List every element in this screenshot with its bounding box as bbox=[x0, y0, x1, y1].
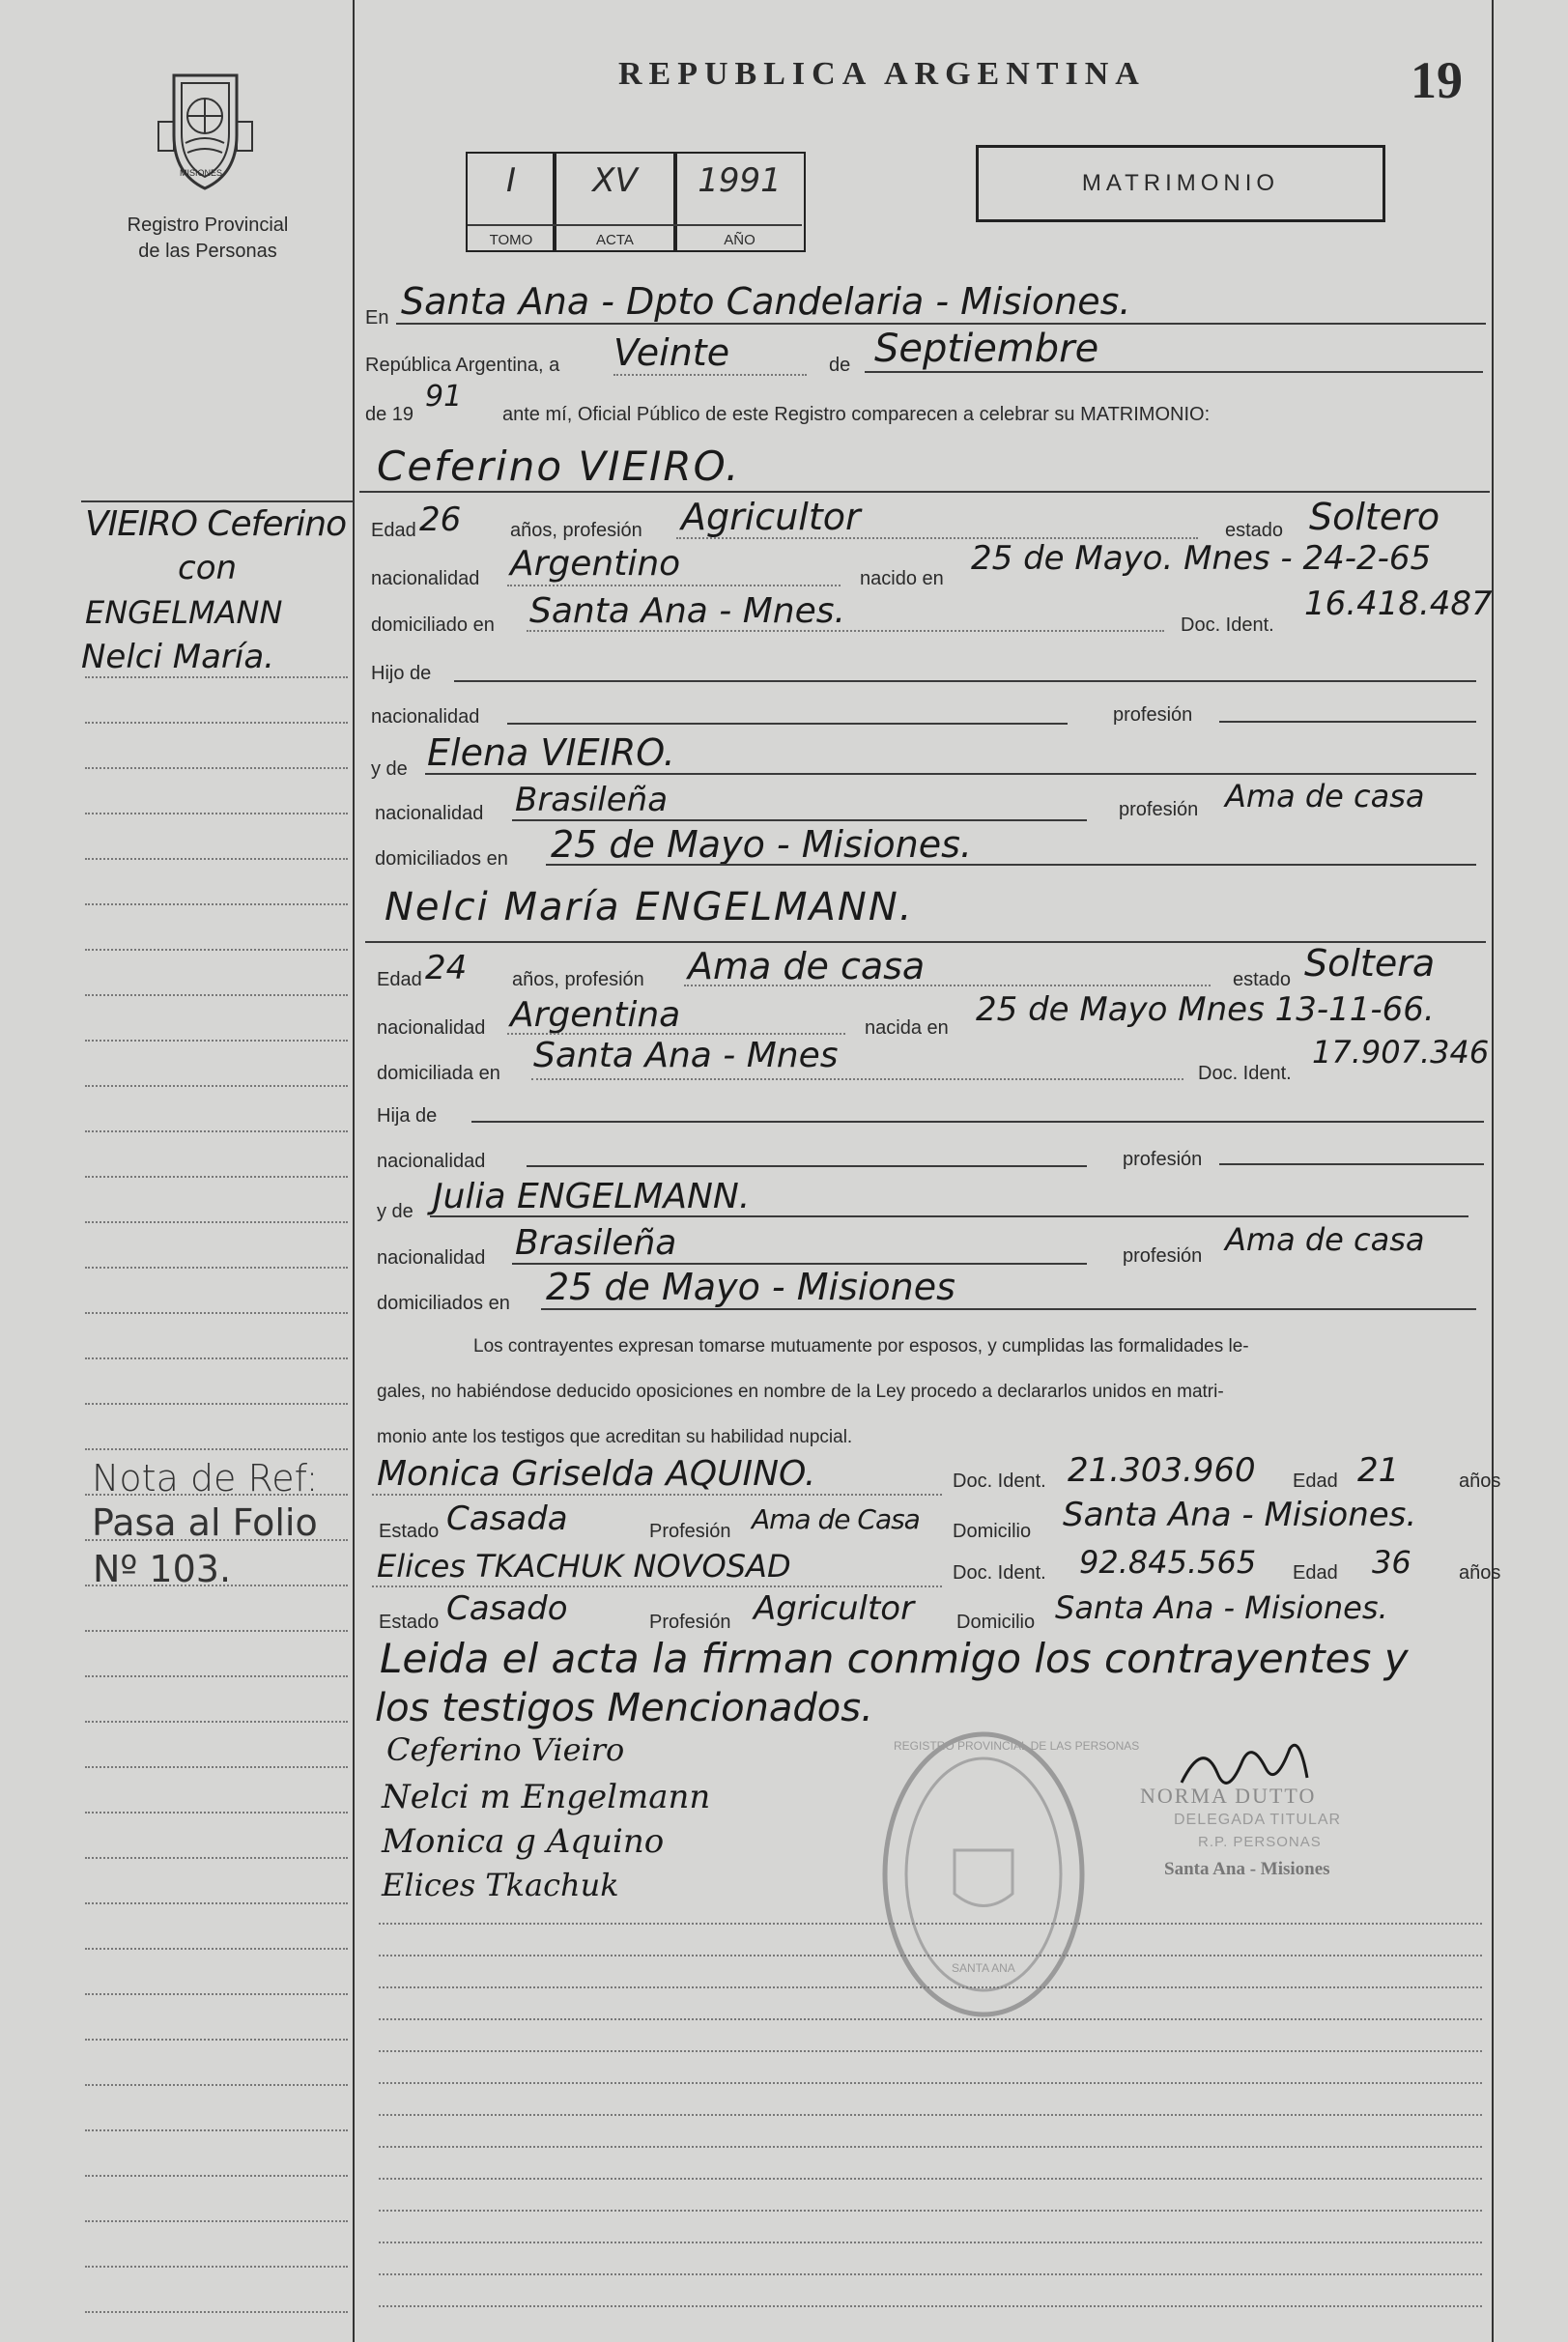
margin-ruled-line bbox=[85, 2039, 348, 2041]
acta-cell bbox=[553, 152, 677, 252]
witness2-id-number: 92.845.565 bbox=[1079, 1544, 1257, 1581]
marriage-month: Septiembre bbox=[874, 327, 1099, 371]
margin-ruled-line bbox=[85, 903, 348, 905]
margin-note-line2: Pasa al Folio bbox=[92, 1501, 318, 1544]
margin-ruled-line bbox=[85, 1312, 348, 1314]
margin-ruled-line bbox=[85, 1448, 348, 1450]
witness2-prof-label: Profesión bbox=[649, 1612, 731, 1633]
groom-mother-nac-line bbox=[512, 819, 1087, 821]
bride-anios-label: años, profesión bbox=[512, 969, 644, 990]
witness1-estado-label: Estado bbox=[379, 1521, 440, 1542]
tomo-cell bbox=[466, 152, 556, 252]
lower-ruled-line bbox=[379, 2082, 1482, 2084]
witness2-civil-status: Casado bbox=[446, 1589, 568, 1628]
witness1-edad-label: Edad bbox=[1293, 1471, 1338, 1492]
tomo-label: TOMO bbox=[489, 232, 533, 248]
declaration-line3: monio ante los testigos que acreditan su habilidad nupcial. bbox=[377, 1427, 853, 1447]
margin-index-groom: VIEIRO Ceferino bbox=[85, 504, 347, 544]
witness1-name: Monica Griselda AQUINO. bbox=[377, 1454, 816, 1494]
witness2-edad-label: Edad bbox=[1293, 1562, 1338, 1584]
witness1-anios-label: años bbox=[1459, 1471, 1501, 1492]
margin-ruled-line bbox=[85, 1085, 348, 1087]
en-label: En bbox=[365, 307, 389, 328]
registry-name-line2: de las Personas bbox=[138, 241, 277, 262]
margin-index-bride-surname: ENGELMANN bbox=[85, 594, 283, 631]
bride-mother-nac-label: nacionalidad bbox=[377, 1247, 486, 1269]
margin-ruled-line bbox=[85, 1040, 348, 1042]
margin-ruled-line bbox=[85, 1176, 348, 1178]
bride-dom-label: domiciliada en bbox=[377, 1063, 500, 1084]
right-border-line bbox=[1492, 0, 1494, 2342]
anio-cell bbox=[673, 152, 806, 252]
page-number: 19 bbox=[1411, 51, 1463, 109]
registry-name-line1: Registro Provincial bbox=[127, 214, 289, 236]
bride-age: 24 bbox=[425, 949, 468, 987]
bride-hija-label: Hija de bbox=[377, 1105, 438, 1127]
groom-id-number: 16.418.487 bbox=[1304, 585, 1493, 623]
lower-ruled-line bbox=[379, 2178, 1482, 2180]
groom-mother-line bbox=[425, 773, 1476, 775]
groom-father-line bbox=[454, 680, 1476, 682]
groom-profession: Agricultor bbox=[681, 496, 861, 538]
left-border-line bbox=[353, 0, 355, 2342]
official-location: Santa Ana - Misiones bbox=[1164, 1859, 1330, 1879]
lower-ruled-line bbox=[379, 2018, 1482, 2020]
margin-ruled-line bbox=[85, 2311, 348, 2313]
tomo-value: I bbox=[505, 161, 517, 200]
groom-yde-label: y de bbox=[371, 758, 408, 780]
record-type-box bbox=[976, 145, 1385, 222]
bride-name: Nelci María ENGELMANN. bbox=[385, 885, 914, 929]
groom-parents-dom-label: domiciliados en bbox=[375, 848, 508, 870]
bride-father-nac-line bbox=[527, 1165, 1087, 1167]
signature-witness2: Elices Tkachuk bbox=[382, 1867, 619, 1903]
margin-ruled-line bbox=[85, 1130, 348, 1132]
margin-ruled-line bbox=[85, 1948, 348, 1950]
official-title: DELEGADA TITULAR bbox=[1174, 1812, 1342, 1828]
lower-ruled-line bbox=[379, 1955, 1482, 1956]
declaration-line1: Los contrayentes expresan tomarse mutuamente por esposos, y cumplidas las formalidades le- bbox=[473, 1336, 1249, 1357]
witness1-prof-label: Profesión bbox=[649, 1521, 731, 1542]
witness1-id-number: 21.303.960 bbox=[1068, 1451, 1256, 1490]
margin-ruled-line bbox=[85, 1585, 348, 1586]
groom-doc-label: Doc. Ident. bbox=[1181, 614, 1274, 636]
bride-mother-prof-label: profesión bbox=[1123, 1245, 1203, 1267]
witness2-address: Santa Ana - Misiones. bbox=[1055, 1589, 1388, 1626]
bride-address: Santa Ana - Mnes bbox=[533, 1036, 839, 1075]
appearance-statement: ante mí, Oficial Público de este Registro comparecen a celebrar su MATRIMONIO: bbox=[502, 404, 1211, 425]
witness1-civil-status: Casada bbox=[446, 1499, 568, 1538]
emblem-label: MISIONES bbox=[180, 168, 223, 178]
groom-mother-nationality: Brasileña bbox=[515, 781, 669, 819]
groom-hijo-label: Hijo de bbox=[371, 663, 432, 684]
bride-mother-profession: Ama de casa bbox=[1225, 1221, 1425, 1258]
groom-father-nac-label: nacionalidad bbox=[371, 706, 480, 728]
marriage-day: Veinte bbox=[613, 331, 730, 374]
lower-ruled-line bbox=[379, 1923, 1482, 1925]
groom-nacido-label: nacido en bbox=[860, 568, 944, 589]
republic-label: República Argentina, a bbox=[365, 355, 560, 376]
bride-estado-label: estado bbox=[1233, 969, 1292, 990]
bride-mother-line bbox=[430, 1215, 1468, 1217]
year-suffix: 91 bbox=[425, 380, 463, 414]
groom-address-line bbox=[527, 630, 1164, 632]
groom-civil-status: Soltero bbox=[1309, 496, 1440, 538]
margin-note-line1: Nota de Ref: bbox=[92, 1457, 319, 1499]
lower-ruled-line bbox=[379, 2273, 1482, 2275]
closing-line1: Leida el acta la firman conmigo los contrayentes y bbox=[380, 1635, 1409, 1682]
groom-address: Santa Ana - Mnes. bbox=[529, 591, 845, 631]
official-office: R.P. PERSONAS bbox=[1198, 1834, 1322, 1850]
bride-yde-label: y de bbox=[377, 1201, 413, 1222]
bride-father-line bbox=[471, 1121, 1484, 1123]
groom-birthplace-date: 25 de Mayo. Mnes - 24-2-65 bbox=[971, 539, 1432, 578]
groom-name-line bbox=[359, 491, 1490, 493]
witness2-anios-label: años bbox=[1459, 1562, 1501, 1584]
margin-ruled-line bbox=[85, 1675, 348, 1677]
margin-ruled-line bbox=[85, 1403, 348, 1405]
bride-profession: Ama de casa bbox=[688, 945, 926, 987]
bride-mother-nac-line bbox=[512, 1263, 1087, 1265]
month-line bbox=[865, 371, 1483, 373]
bride-mother-nationality: Brasileña bbox=[515, 1223, 677, 1263]
groom-mother-prof-label: profesión bbox=[1119, 799, 1199, 820]
margin-ruled-line bbox=[85, 2220, 348, 2222]
margin-ruled-line bbox=[85, 722, 348, 724]
bride-doc-label: Doc. Ident. bbox=[1198, 1063, 1292, 1084]
margin-ruled-line bbox=[85, 1902, 348, 1904]
groom-estado-label: estado bbox=[1225, 520, 1284, 541]
groom-nationality: Argentino bbox=[510, 544, 681, 584]
groom-anios-label: años, profesión bbox=[510, 520, 642, 541]
margin-ruled-line bbox=[85, 1766, 348, 1768]
bride-civil-status: Soltera bbox=[1304, 942, 1436, 985]
bride-nacida-label: nacida en bbox=[865, 1017, 949, 1039]
lower-ruled-line bbox=[379, 2050, 1482, 2052]
witness2-name: Elices TKACHUK NOVOSAD bbox=[377, 1548, 791, 1585]
bride-parents-dom-label: domiciliados en bbox=[377, 1293, 510, 1314]
bride-parents-address: 25 de Mayo - Misiones bbox=[546, 1266, 955, 1308]
groom-father-nac-line bbox=[507, 723, 1068, 725]
margin-ruled-line bbox=[85, 1539, 348, 1541]
margin-ruled-line bbox=[85, 1494, 348, 1496]
bride-parents-dom-line bbox=[541, 1308, 1476, 1310]
margin-ruled-line bbox=[85, 2175, 348, 2177]
groom-nationality-line bbox=[507, 585, 841, 586]
groom-mother-profession: Ama de casa bbox=[1225, 778, 1425, 814]
bride-birthplace-date: 25 de Mayo Mnes 13-11-66. bbox=[976, 990, 1435, 1029]
groom-name: Ceferino VIEIRO. bbox=[377, 443, 741, 490]
signature-witness1: Monica g Aquino bbox=[382, 1822, 665, 1861]
margin-index-con: con bbox=[178, 549, 238, 587]
groom-mother-name: Elena VIEIRO. bbox=[427, 731, 675, 774]
closing-line2: los testigos Mencionados. bbox=[375, 1686, 873, 1730]
margin-top-rule bbox=[81, 500, 354, 502]
margin-ruled-line bbox=[85, 1630, 348, 1632]
margin-note-line3: Nº 103. bbox=[93, 1548, 232, 1590]
witness2-age: 36 bbox=[1372, 1544, 1411, 1581]
witness2-estado-label: Estado bbox=[379, 1612, 440, 1633]
lower-ruled-line bbox=[379, 2114, 1482, 2116]
margin-ruled-line bbox=[85, 1721, 348, 1723]
registry-seal-icon bbox=[877, 1725, 1090, 2024]
groom-parents-address: 25 de Mayo - Misiones. bbox=[551, 823, 972, 866]
margin-ruled-line bbox=[85, 1221, 348, 1223]
margin-ruled-line bbox=[85, 1267, 348, 1269]
margin-ruled-line bbox=[85, 2266, 348, 2268]
lower-ruled-line bbox=[379, 2210, 1482, 2212]
year-prefix: de 19 bbox=[365, 404, 414, 425]
witness2-dom-label: Domicilio bbox=[956, 1612, 1036, 1633]
bride-nationality-line bbox=[507, 1033, 845, 1035]
de-label: de bbox=[829, 355, 851, 376]
lower-ruled-line bbox=[379, 2305, 1482, 2307]
anio-value: 1991 bbox=[698, 161, 782, 200]
witness2-profession: Agricultor bbox=[754, 1589, 915, 1628]
bride-father-nac-label: nacionalidad bbox=[377, 1151, 486, 1172]
bride-father-prof-line bbox=[1219, 1163, 1484, 1165]
acta-label: ACTA bbox=[596, 232, 634, 248]
acta-value: XV bbox=[592, 161, 638, 200]
signature-groom: Ceferino Vieiro bbox=[386, 1731, 625, 1768]
seal-text: REGISTRO PROVINCIAL DE LAS PERSONAS bbox=[894, 1739, 1140, 1753]
groom-parents-dom-line bbox=[546, 864, 1476, 866]
margin-ruled-line bbox=[85, 2129, 348, 2131]
margin-ruled-line bbox=[85, 2084, 348, 2086]
groom-edad-label: Edad bbox=[371, 520, 416, 541]
seal-text-bottom: SANTA ANA bbox=[952, 1961, 1015, 1975]
bride-nationality: Argentina bbox=[510, 995, 681, 1035]
margin-index-bride-name: Nelci María. bbox=[81, 638, 274, 676]
bride-id-number: 17.907.346 bbox=[1312, 1034, 1490, 1071]
witness1-address: Santa Ana - Misiones. bbox=[1063, 1496, 1417, 1534]
margin-ruled-line bbox=[85, 1357, 348, 1359]
groom-dom-label: domiciliado en bbox=[371, 614, 495, 636]
witness2-name-line bbox=[372, 1585, 942, 1587]
witness1-profession: Ama de Casa bbox=[752, 1503, 920, 1535]
bride-father-prof-label: profesión bbox=[1123, 1149, 1203, 1170]
margin-ruled-line bbox=[85, 1857, 348, 1859]
country-title: REPUBLICA ARGENTINA bbox=[618, 56, 1146, 92]
margin-ruled-line bbox=[85, 949, 348, 951]
declaration-line2: gales, no habiéndose deducido oposiciones en nombre de la Ley procedo a declararlos unidos en matri- bbox=[377, 1382, 1224, 1402]
bride-profession-line bbox=[684, 985, 1211, 986]
witness1-name-line bbox=[372, 1494, 942, 1496]
bride-nac-label: nacionalidad bbox=[377, 1017, 486, 1039]
day-line bbox=[613, 374, 807, 376]
bride-mother-name: Julia ENGELMANN. bbox=[433, 1177, 751, 1216]
margin-ruled-line bbox=[85, 813, 348, 814]
groom-nac-label: nacionalidad bbox=[371, 568, 480, 589]
bride-address-line bbox=[531, 1078, 1183, 1080]
witness1-dom-label: Domicilio bbox=[953, 1521, 1032, 1542]
margin-ruled-line bbox=[85, 767, 348, 769]
lower-ruled-line bbox=[379, 1986, 1482, 1988]
margin-ruled-line bbox=[85, 1812, 348, 1814]
margin-ruled-line bbox=[85, 676, 348, 678]
groom-father-prof-label: profesión bbox=[1113, 704, 1193, 726]
place-line bbox=[396, 323, 1486, 325]
bride-edad-label: Edad bbox=[377, 969, 422, 990]
index-table-divider bbox=[468, 224, 802, 226]
margin-ruled-line bbox=[85, 858, 348, 860]
marriage-place: Santa Ana - Dpto Candelaria - Misiones. bbox=[401, 280, 1131, 323]
record-type-label: MATRIMONIO bbox=[1081, 170, 1280, 196]
lower-ruled-line bbox=[379, 2146, 1482, 2148]
signature-bride: Nelci m Engelmann bbox=[382, 1778, 711, 1816]
margin-ruled-line bbox=[85, 994, 348, 996]
witness2-doc-label: Doc. Ident. bbox=[953, 1562, 1046, 1584]
witness1-age: 21 bbox=[1357, 1451, 1400, 1490]
groom-father-prof-line bbox=[1219, 721, 1476, 723]
official-name: NORMA DUTTO bbox=[1140, 1784, 1317, 1808]
groom-mother-nac-label: nacionalidad bbox=[375, 803, 484, 824]
groom-age: 26 bbox=[419, 500, 462, 539]
witness1-doc-label: Doc. Ident. bbox=[953, 1471, 1046, 1492]
margin-ruled-line bbox=[85, 1993, 348, 1995]
lower-ruled-line bbox=[379, 2242, 1482, 2243]
anio-label: AÑO bbox=[724, 232, 755, 248]
